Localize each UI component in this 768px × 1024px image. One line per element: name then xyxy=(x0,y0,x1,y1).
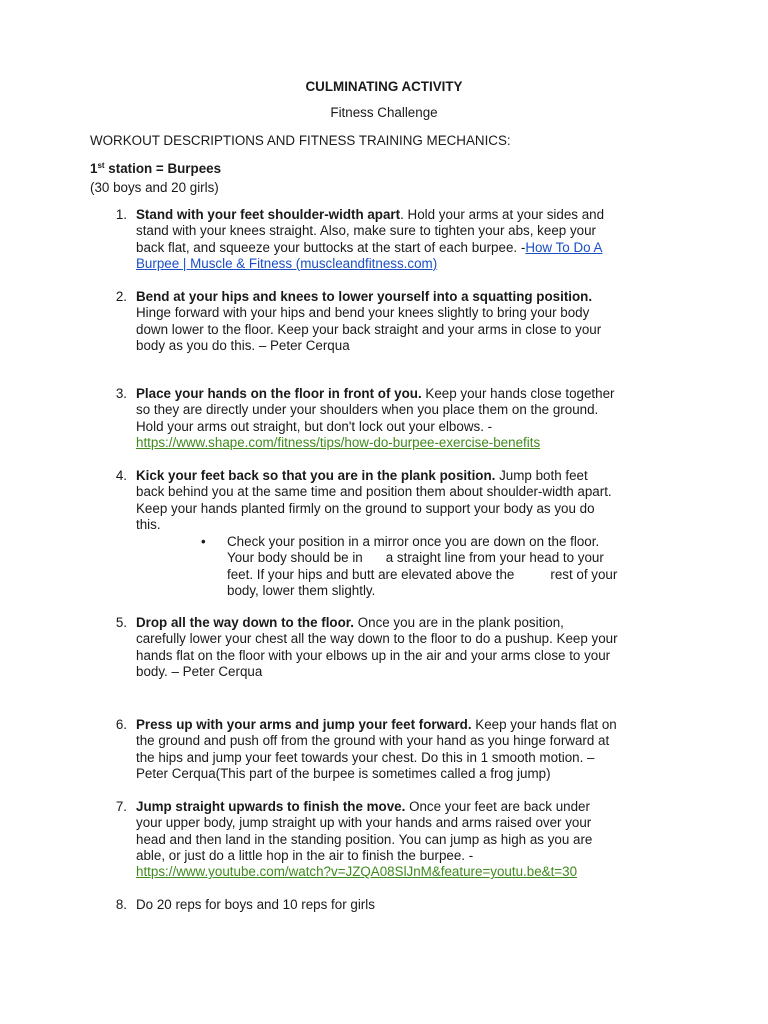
step-text xyxy=(136,897,686,913)
step-text-line: Keep your hands flat on xyxy=(471,717,617,732)
bullet-text-line: Check your position in a mirror once you are down on the floor. xyxy=(227,534,600,549)
step-number: 1. xyxy=(115,207,127,222)
step-text xyxy=(136,615,686,680)
step-text-line: carefully lower your chest all the way down to the floor to do a pushup. Keep your xyxy=(136,631,618,647)
step-number: 6. xyxy=(115,717,127,732)
step-text-line: stand with your knees straight. Also, make sure to tighten your abs, keep your xyxy=(136,223,596,239)
step-text xyxy=(136,207,686,272)
step-text-line: back behind you at the same time and position them about shoulder-width apart. xyxy=(136,484,612,500)
step-text-line: . Hold your arms at your sides and xyxy=(400,207,605,222)
step-text-line: down lower to the floor. Keep your back straight and your arms in close to your xyxy=(136,321,602,337)
step-bold-text: Bend at your hips and knees to lower yourself into a squatting position. xyxy=(136,289,593,304)
document-title: CULMINATING ACTIVITY xyxy=(305,79,463,94)
step-text-line: body as you do this. – Peter Cerqua xyxy=(136,337,350,353)
step-text-line: Once you are in the plank position, xyxy=(353,615,564,630)
section-heading: WORKOUT DESCRIPTIONS AND FITNESS TRAINING MECHANICS: xyxy=(90,133,511,148)
step-text-line: this. xyxy=(136,516,161,532)
document-subtitle: Fitness Challenge xyxy=(330,105,438,120)
step-number: 7. xyxy=(115,799,127,814)
step-text-line: Keep your hands close together xyxy=(421,386,615,401)
station-note: (30 boys and 20 girls) xyxy=(90,180,219,195)
bullet-text-line: body, lower them slightly. xyxy=(227,582,376,598)
step-text-line: back flat, and squeeze your buttocks at the start of each burpee. - xyxy=(136,239,526,255)
bullet-text-line: feet. If your hips and butt are elevated above the xyxy=(227,566,515,582)
step-text-line: Hold your arms out straight, but don't lock out your elbows. - xyxy=(136,418,493,434)
station-label: station = Burpees xyxy=(104,161,222,176)
step-text xyxy=(136,799,686,880)
step-text-line: hands flat on the floor with your elbows up in the air and your arms close to your xyxy=(136,647,611,663)
step-bold-text: Kick your feet back so that you are in the plank position. xyxy=(136,468,496,483)
step-number: 3. xyxy=(115,386,127,401)
step-text-line: Hinge forward with your hips and bend your knees slightly to bring your body xyxy=(136,305,590,321)
bullet-symbol: • xyxy=(201,534,206,549)
step-bold-text: Drop all the way down to the floor. xyxy=(136,615,354,630)
step-text-line: the ground and push off from the ground with your hand as you hinge forward at xyxy=(136,733,610,749)
step-bold-text: Stand with your feet shoulder-width apart xyxy=(136,207,401,222)
station-heading xyxy=(90,161,221,177)
shape-burpee-link[interactable]: https://www.shape.com/fitness/tips/how-do-burpee-exercise-benefits xyxy=(136,434,541,450)
bullet-text xyxy=(227,534,677,599)
step-bold-text: Place your hands on the floor in front of you. xyxy=(136,386,422,401)
step-text-line: body. – Peter Cerqua xyxy=(136,663,263,679)
step-text-line: so they are directly under your shoulders when you place them on the ground. xyxy=(136,402,599,418)
step-text-line: your upper body, jump straight up with your hands and arms raised over your xyxy=(136,815,592,831)
step-number: 2. xyxy=(115,289,127,304)
step-text xyxy=(136,386,686,451)
youtube-burpee-link[interactable]: https://www.youtube.com/watch?v=JZQA08SlJnM&feature=youtu.be&t=30 xyxy=(136,864,578,880)
step-text-line: Keep your hands planted firmly on the ground to support your body as you do xyxy=(136,500,595,516)
station-ordinal-suffix: st xyxy=(97,161,105,170)
bullet-text-line: Your body should be in xyxy=(227,550,363,566)
step-text-line: Jump both feet xyxy=(495,468,588,483)
step-number: 5. xyxy=(115,615,127,630)
step-bold-text: Press up with your arms and jump your feet forward. xyxy=(136,717,472,732)
step-text-line: Once your feet are back under xyxy=(405,799,590,814)
step-text-line: the hips and jump your feet towards your chest. Do this in 1 smooth motion. – xyxy=(136,749,595,765)
step-text-line: Do 20 reps for boys and 10 reps for girls xyxy=(136,897,375,912)
muscle-fitness-link[interactable]: How To Do A xyxy=(525,239,603,255)
bullet-text-line: rest of your xyxy=(550,566,618,582)
step-number: 4. xyxy=(115,468,127,483)
step-text-line: head and then land in the standing position. You can jump as high as you are xyxy=(136,831,593,847)
bullet-text-line: a straight line from your head to your xyxy=(385,550,604,566)
step-text xyxy=(136,289,686,354)
muscle-fitness-link-cont[interactable]: Burpee | Muscle & Fitness (muscleandfitness.com) xyxy=(136,255,438,271)
step-text xyxy=(136,717,686,782)
step-text-line: able, or just do a little hop in the air to finish the burpee. - xyxy=(136,847,474,863)
step-bold-text: Jump straight upwards to finish the move. xyxy=(136,799,406,814)
step-number: 8. xyxy=(115,897,127,912)
step-text xyxy=(136,468,686,533)
station-ordinal: 1 xyxy=(90,161,98,176)
step-text-line: Peter Cerqua(This part of the burpee is sometimes called a frog jump) xyxy=(136,765,551,781)
